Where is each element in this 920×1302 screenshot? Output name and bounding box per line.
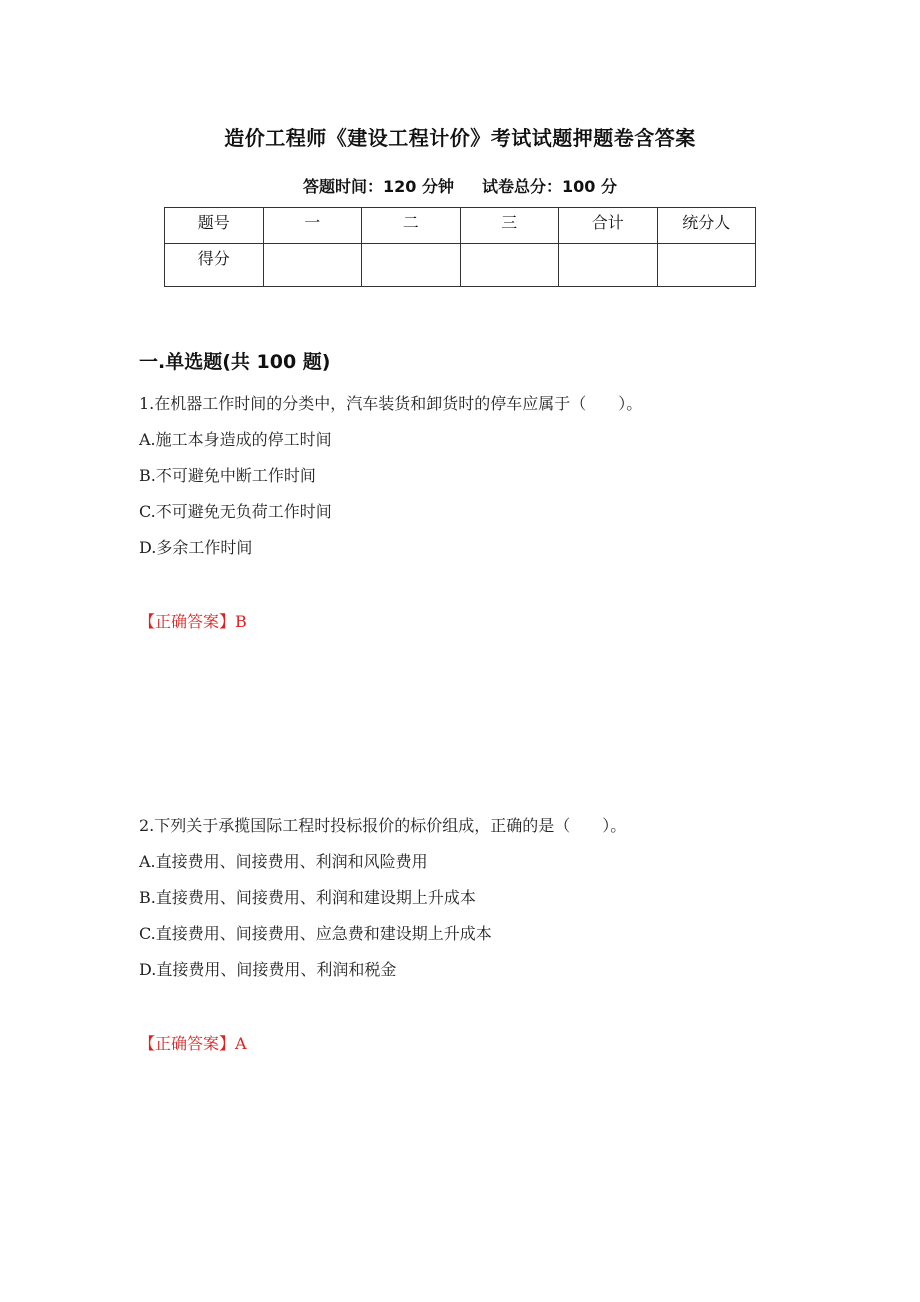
exam-total-score: 试卷总分：100 分 [482, 177, 617, 196]
score-table-header-cell: 合计 [559, 208, 658, 244]
answer-1: 【正确答案】B [139, 612, 247, 631]
score-cell [460, 244, 559, 287]
option-d: D.直接费用、间接费用、利润和税金 [139, 960, 397, 979]
option-b: B.不可避免中断工作时间 [139, 466, 316, 485]
option-a: A.施工本身造成的停工时间 [139, 430, 332, 449]
score-table-header-cell: 统分人 [657, 208, 756, 244]
question-stem: 1.在机器工作时间的分类中，汽车装货和卸货时的停车应属于（ ）。 [139, 394, 643, 413]
score-cell [263, 244, 362, 287]
option-c: C.直接费用、间接费用、应急费和建设期上升成本 [139, 924, 492, 943]
score-table-header-cell: 三 [460, 208, 559, 244]
option-b: B.直接费用、间接费用、利润和建设期上升成本 [139, 888, 476, 907]
score-table-header-row [165, 208, 756, 244]
score-cell [362, 244, 461, 287]
question-2 [139, 815, 779, 995]
score-cell [559, 244, 658, 287]
option-c: C.不可避免无负荷工作时间 [139, 502, 332, 521]
score-table [164, 207, 756, 287]
exam-info [0, 174, 920, 197]
question-stem: 2.下列关于承揽国际工程时投标报价的标价组成，正确的是（ ）。 [139, 816, 627, 835]
score-row-label: 得分 [165, 244, 264, 287]
option-d: D.多余工作时间 [139, 538, 253, 557]
score-table-score-row [165, 244, 756, 287]
document-title: 造价工程师《建设工程计价》考试试题押题卷含答案 [224, 126, 696, 150]
score-table-header-cell: 一 [263, 208, 362, 244]
score-cell [657, 244, 756, 287]
answer-2: 【正确答案】A [139, 1034, 247, 1053]
score-table-header-cell: 题号 [165, 208, 264, 244]
section-title: 一.单选题(共 100 题) [139, 351, 331, 373]
exam-time: 答题时间：120 分钟 [303, 177, 454, 196]
option-a: A.直接费用、间接费用、利润和风险费用 [139, 852, 428, 871]
question-1 [139, 393, 779, 573]
score-table-header-cell: 二 [362, 208, 461, 244]
